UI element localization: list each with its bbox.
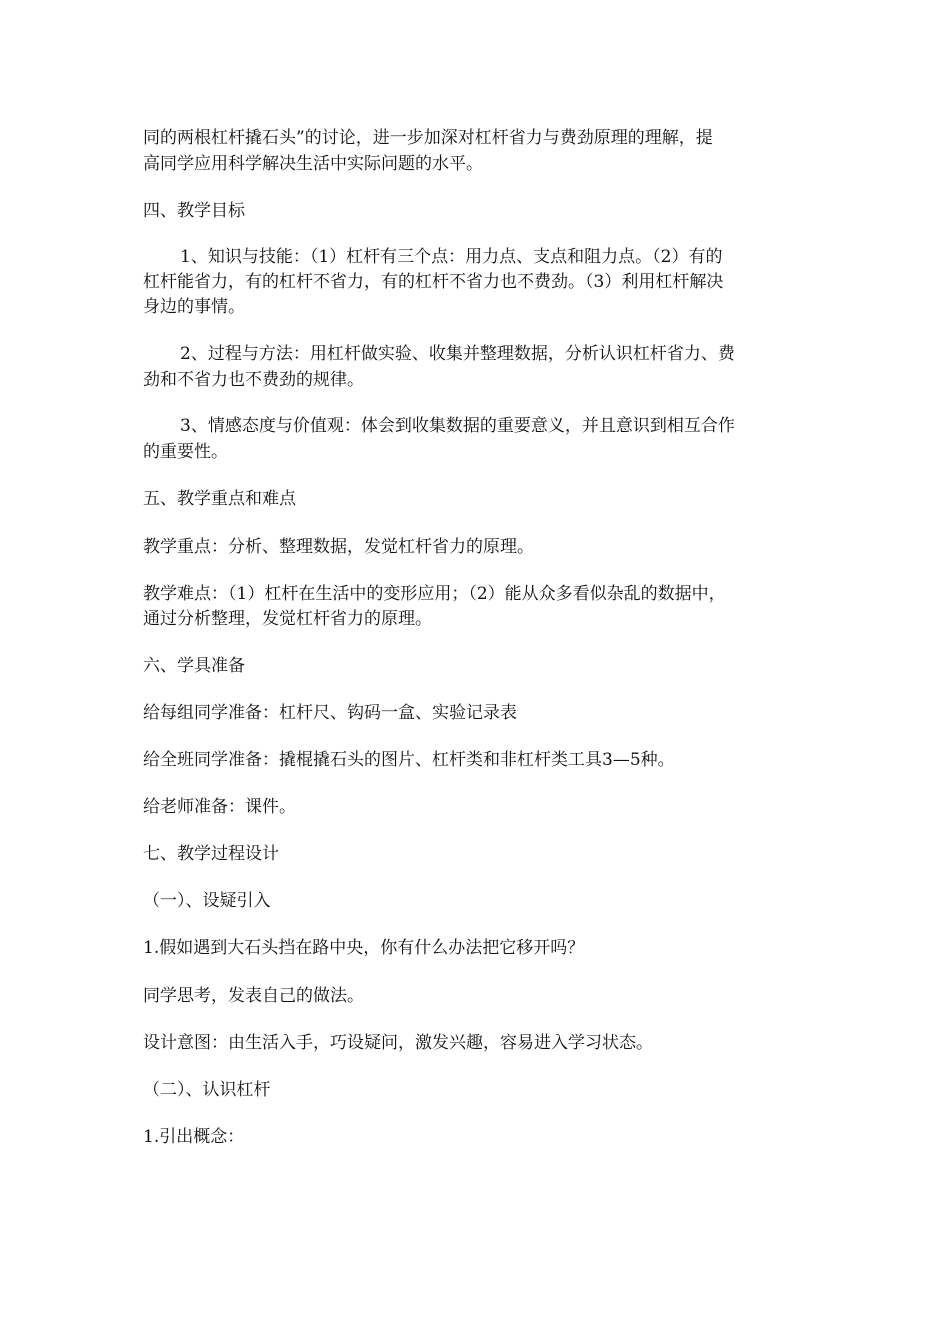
paragraph-line: 给每组同学准备：杠杆尺、钩码一盒、实验记录表 (143, 703, 517, 723)
subsection-heading: （一）、设疑引入 (143, 891, 271, 911)
paragraph-line: 给全班同学准备：撬棍撬石头的图片、杠杆类和非杠杆类工具3—5种。 (143, 750, 675, 770)
paragraph-line: 教学重点：分析、整理数据，发觉杠杆省力的原理。 (143, 537, 534, 557)
paragraph-line: 通过分析整理，发觉杠杆省力的原理。 (143, 609, 432, 629)
paragraph-line: 设计意图：由生活入手，巧设疑问，激发兴趣，容易进入学习状态。 (143, 1033, 653, 1053)
section-heading-key-points: 五、教学重点和难点 (143, 489, 296, 509)
paragraph-line: 教学难点：（1）杠杆在生活中的变形应用；（2）能从众多看似杂乱的数据中， (143, 584, 726, 604)
section-heading-process: 七、教学过程设计 (143, 844, 279, 864)
paragraph-line: 2、过程与方法：用杠杆做实验、收集并整理数据，分析认识杠杆省力、费 (180, 344, 735, 364)
subsection-heading: （二）、认识杠杆 (143, 1080, 271, 1100)
section-heading-materials: 六、学具准备 (143, 656, 245, 676)
paragraph-line: 给老师准备：课件。 (143, 797, 296, 817)
paragraph-line: 的重要性。 (143, 442, 228, 462)
paragraph-line: 高同学应用科学解决生活中实际问题的水平。 (143, 154, 483, 174)
paragraph-line: 劲和不省力也不费劲的规律。 (143, 370, 364, 390)
paragraph-line: 1.引出概念： (143, 1127, 245, 1147)
paragraph-line: 3、情感态度与价值观：体会到收集数据的重要意义，并且意识到相互合作 (180, 416, 735, 436)
section-heading-objectives: 四、教学目标 (143, 201, 245, 221)
paragraph-line: 身边的事情。 (143, 297, 245, 317)
paragraph-line: 1.假如遇到大石头挡在路中央，你有什么办法把它移开吗？ (143, 938, 585, 958)
paragraph-line: 同学思考，发表自己的做法。 (143, 986, 364, 1006)
paragraph-line: 1、知识与技能：（1）杠杆有三个点：用力点、支点和阻力点。（2）有的 (180, 247, 723, 267)
paragraph-line: 同的两根杠杆撬石头”的讨论，进一步加深对杠杆省力与费劲原理的理解，提 (143, 128, 713, 148)
paragraph-line: 杠杆能省力，有的杠杆不省力，有的杠杆不省力也不费劲。（3）利用杠杆解决 (143, 272, 724, 292)
